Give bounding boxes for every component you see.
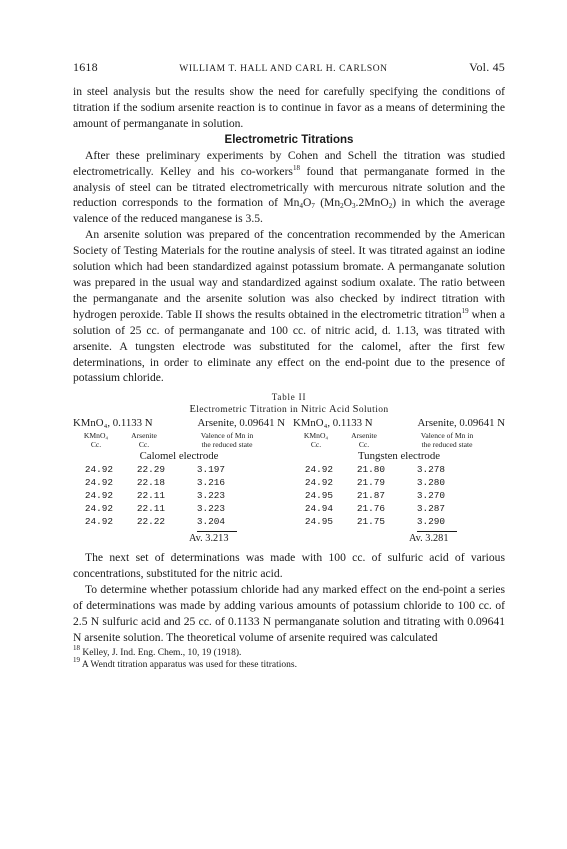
column-header-arsenite: Arsenite Cc. — [351, 431, 377, 449]
average-value: Av. 3.281 — [409, 533, 449, 545]
footnote-19: $^{19}$ A Wendt titration apparatus was used for these titrations. — [73, 656, 297, 671]
titration-table — [73, 417, 505, 546]
table-rows — [293, 463, 505, 528]
footnote-number: 18 — [73, 643, 80, 652]
column-header-valence: Valence of Mn in the reduced state — [420, 431, 474, 449]
journal-page — [73, 60, 505, 672]
paragraph-continuation: in steel analysis but the results show the need for carefully specifying the conditions of titration if the sodium arsenite reaction is to continue in favor as a means of determining the amount of permanganate in solution. — [73, 85, 505, 130]
running-head — [73, 60, 505, 75]
table-title: Electrometric Titration in Nitric Acid Solution — [189, 404, 389, 416]
electrode-label: Tungsten electrode — [357, 450, 441, 463]
column-headers — [73, 432, 285, 449]
reagent-arsenite: Arsenite, 0.09641 N — [197, 417, 285, 430]
paragraph-sulfuric: The next set of determinations was made with 100 cc. of sulfuric acid of various concentrations, substituted for the nitric acid. — [73, 551, 505, 581]
table-row: 24.92 22.29 3.197 — [84, 464, 225, 476]
table-half-calomel — [73, 417, 285, 546]
table-row: 24.92 22.11 3.223 — [84, 503, 225, 515]
reagent-permanganate: KMnO₄, 0.1133 N — [73, 417, 153, 430]
table-row: 24.92 22.18 3.216 — [84, 477, 225, 489]
footnote-number: 19 — [73, 656, 80, 665]
column-header-arsenite: Arsenite Cc. — [131, 431, 157, 449]
reagent-header — [293, 417, 505, 430]
table-row: 24.92 22.22 3.204 — [84, 516, 225, 528]
table-row: 24.95 21.75 3.290 — [304, 516, 445, 528]
volume-number: Vol. 45 — [469, 60, 505, 74]
footnote-18: $^{18}$ Kelley, J. Ind. Eng. Chem., 10, 19 (1918). — [73, 643, 242, 658]
paragraph-electrometric: After these preliminary experiments by Cohen and Schell the titration was studied electrometrically. Kelley and his co-workers$^{18}$ found that permanganate formed in the analysis of steel can be titrated electrometrically with mercurous nitrate solution and the reduction corresponds to the formation of $Mn_4O_7$ $(Mn_2O_3.2MnO_2)$ in which the average valence of the reduced manganese is 3.5. — [73, 148, 505, 226]
reagent-header — [73, 417, 285, 430]
paragraph-potassium-chloride: To determine whether potassium chloride had any marked effect on the end-point a series of determinations was made by adding various amounts of potassium chloride to 100 cc. of 2.5 N sulfuric acid and 25 cc. of 0.1133 N permanganate solution and titrating with 0.09641 N arsenite solution. The theoretical volume of arsenite required was calculated — [73, 583, 505, 644]
paragraph-arsenite: An arsenite solution was prepared of the concentration recommended by the American Society of Testing Materials for the routine analysis of steel. It was titrated against an iodine solution which had been standardized against potassium bromate. A permanganate solution was prepared in the usual way and standardized against sodium oxalate. The ratio between the permanganate and the arsenite solution was also checked by indirect titration with hydrogen peroxide. Table II shows the results obtained in the electrometric titration$^{19}$ when a solution of 25 cc. of permanganate and 100 cc. of nitric acid, d. 1.13, was titrated with arsenite. A tungsten electrode was substituted for the calomel, after the first few determinations, in order to eliminate any effect on the end-point due to the presence of potassium chloride. — [73, 228, 505, 385]
table-label: Table II — [271, 392, 307, 403]
footnote-ref-18: 18 — [292, 163, 300, 172]
column-header-kmno4: KMnO₄ Cc. — [303, 431, 329, 449]
column-headers — [293, 432, 505, 449]
column-header-valence: Valence of Mn in the reduced state — [200, 431, 254, 449]
table-row: 24.92 21.79 3.280 — [304, 477, 445, 489]
average-value: Av. 3.213 — [189, 533, 229, 545]
running-head-authors: WILLIAM T. HALL AND CARL H. CARLSON — [179, 64, 388, 74]
section-heading: Electrometric Titrations — [224, 133, 354, 146]
column-header-kmno4: KMnO₄ Cc. — [83, 431, 109, 449]
table-row: 24.94 21.76 3.287 — [304, 503, 445, 515]
page-number: 1618 — [73, 60, 98, 74]
table-row: 24.92 21.80 3.278 — [304, 464, 445, 476]
reagent-arsenite: Arsenite, 0.09641 N — [417, 417, 505, 430]
electrode-label: Calomel electrode — [139, 450, 219, 463]
table-row: 24.92 22.11 3.223 — [84, 490, 225, 502]
table-rows — [73, 463, 285, 528]
reagent-permanganate: KMnO₄, 0.1133 N — [293, 417, 373, 430]
table-half-tungsten — [293, 417, 505, 546]
footnote-ref-19: 19 — [461, 306, 469, 315]
table-row: 24.95 21.87 3.270 — [304, 490, 445, 502]
